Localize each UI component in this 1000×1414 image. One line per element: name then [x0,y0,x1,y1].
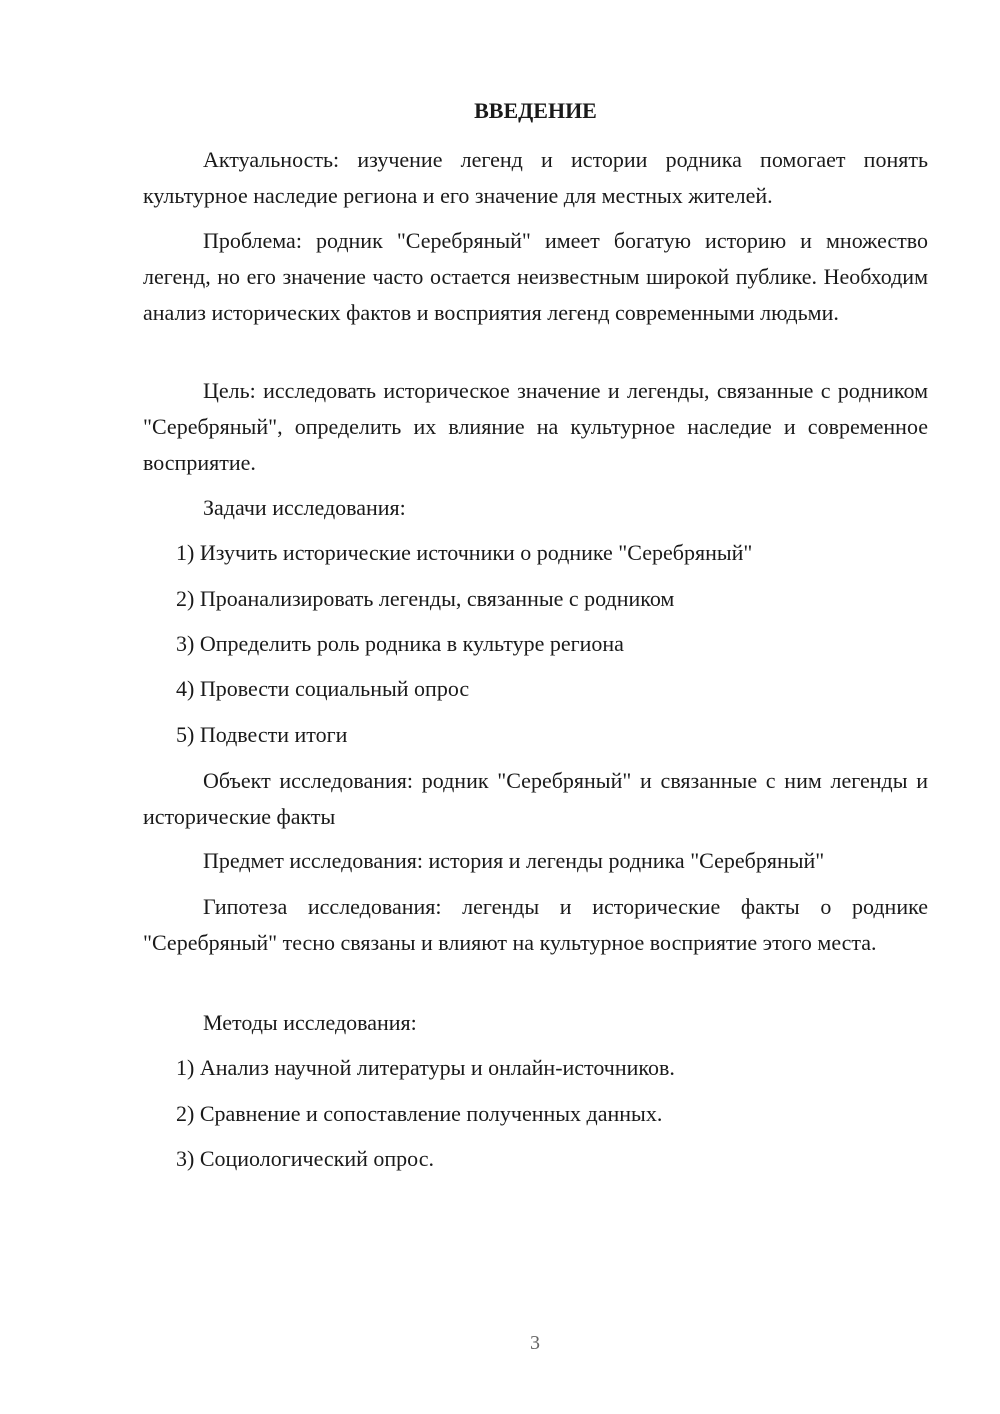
task-item-3: 3) Определить роль родника в культуре региона [176,631,624,656]
method-item-3: 3) Социологический опрос. [176,1146,434,1171]
task-item-5: 5) Подвести итоги [176,722,348,747]
tasks-heading: Задачи исследования: [203,495,406,520]
page-number: 3 [530,1332,540,1354]
subject-paragraph: Предмет исследования: история и легенды родника "Серебряный" [203,848,825,873]
hypothesis-paragraph: Гипотеза исследования: легенды и исторические факты о роднике "Серебряный" тесно связаны и влияют на культурное восприятие этого места. [143,894,928,955]
relevance-paragraph: Актуальность: изучение легенд и истории родника помогает понять культурное наследие региона и его значение для местных жителей. [143,147,928,208]
task-item-1: 1) Изучить исторические источники о роднике "Серебряный" [176,540,753,565]
object-paragraph: Объект исследования: родник "Серебряный" и связанные с ним легенды и исторические факты [143,768,928,829]
task-item-2: 2) Проанализировать легенды, связанные с родником [176,586,675,611]
method-item-2: 2) Сравнение и сопоставление полученных данных. [176,1101,663,1126]
method-item-1: 1) Анализ научной литературы и онлайн-источников. [176,1055,675,1080]
goal-paragraph: Цель: исследовать историческое значение и легенды, связанные с родником "Серебряный", определить их влияние на культурное наследие и современное восприятие. [143,378,928,475]
task-item-4: 4) Провести социальный опрос [176,676,470,701]
page-title: ВВЕДЕНИЕ [474,98,597,123]
problem-paragraph: Проблема: родник "Серебряный" имеет богатую историю и множество легенд, но его значение часто остается неизвестным широкой публике. Необходим анализ исторических фактов и восприятия легенд современными людьми. [143,228,928,325]
methods-heading: Методы исследования: [203,1010,417,1035]
